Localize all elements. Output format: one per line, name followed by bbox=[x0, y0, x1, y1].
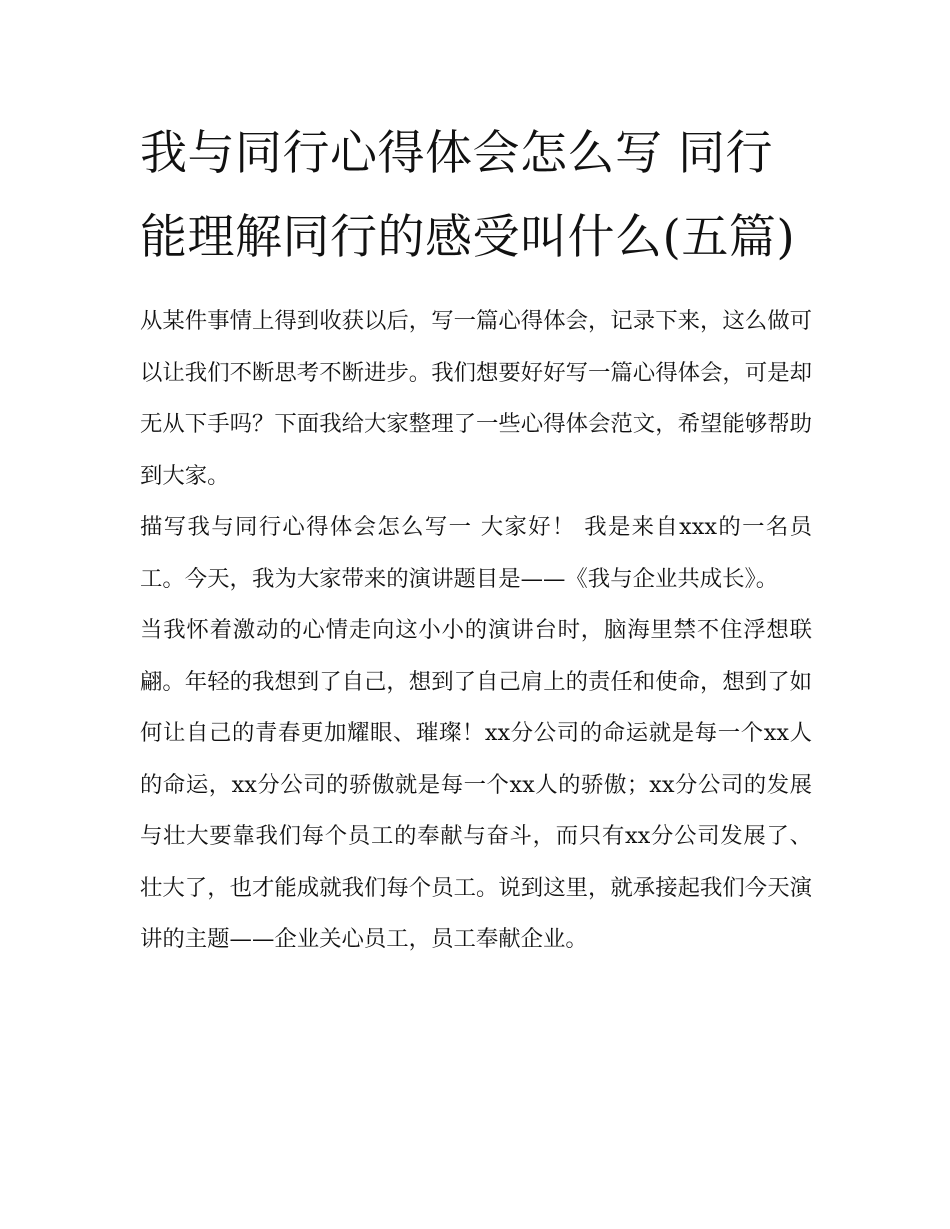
paragraph-intro: 从某件事情上得到收获以后，写一篇心得体会，记录下来，这么做可以让我们不断思考不断进步。我们想要好好写一篇心得体会，可是却无从下手吗？下面我给大家整理了一些心得体会范文，希望能够帮助到大家。 bbox=[140, 308, 812, 489]
paragraph-speech-opening: 描写我与同行心得体会怎么写一 大家好！ 我是来自xxx的一名员工。今天，我为大家带来的演讲题目是——《我与企业共成长》。 bbox=[140, 514, 812, 592]
paragraph-speech-body: 当我怀着激动的心情走向这小小的演讲台时，脑海里禁不住浮想联翩。年轻的我想到了自己，想到了自己肩上的责任和使命，想到了如何让自己的青春更加耀眼、璀璨！xx分公司的命运就是每一个xx人的命运，xx分公司的骄傲就是每一个xx人的骄傲；xx分公司的发展与壮大要靠我们每个员工的奉献与奋斗，而只有xx分公司发展了、壮大了，也才能成就我们每个员工。说到这里，就承接起我们今天演讲的主题——企业关心员工，员工奉献企业。 bbox=[140, 617, 812, 952]
document-title: 我与同行心得体会怎么写 同行能理解同行的感受叫什么(五篇) bbox=[140, 126, 796, 265]
document-page bbox=[140, 112, 812, 966]
